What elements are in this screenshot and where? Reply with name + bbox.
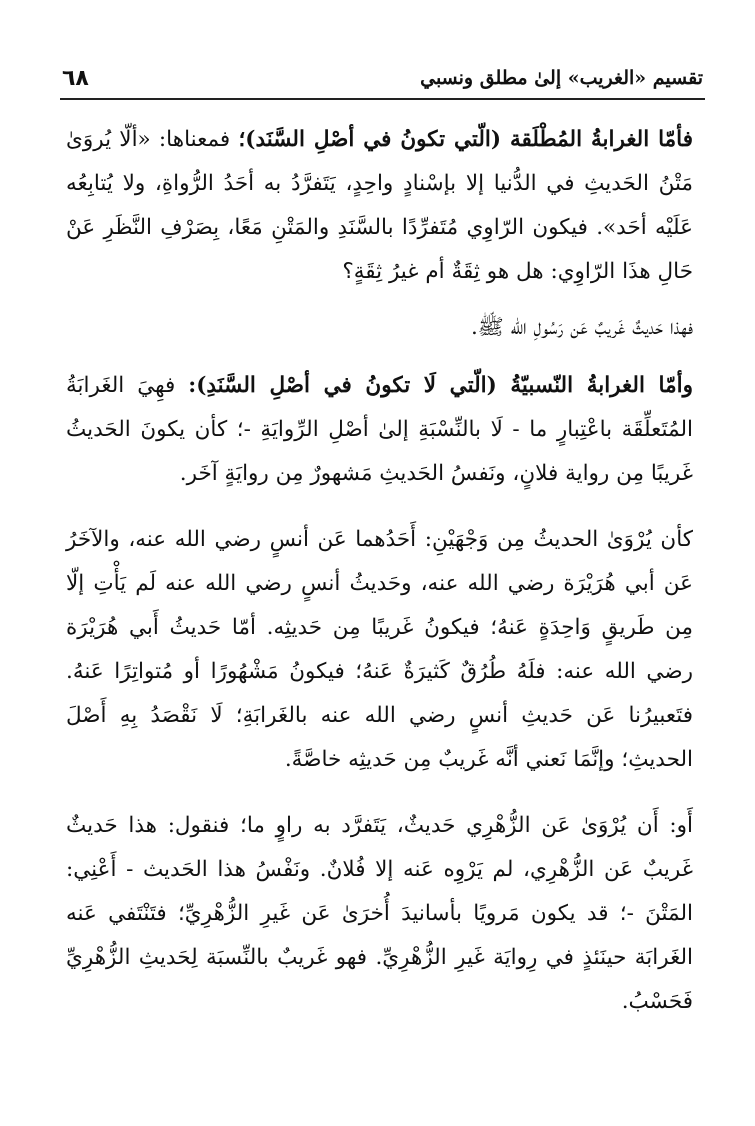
paragraph-example-anas	[66, 518, 693, 782]
paragraph-body: فهِيَ الغَرابَةُ المُتَعلِّقَة باعْتِبارٍ ما - لَا بالنِّسْبَةِ إلىٰ أصْلِ الرِّوايَةِ -؛ كأن يكونَ الحَديثُ غَريبًا مِن رواية فلانٍ، ونَفسُ الحَديثِ مَشهورٌ مِن روايَةٍ آخَر.	[66, 373, 693, 486]
paragraph-body: فهذا حَديثٌ غَريبٌ عَن رَسُولِ اللّه ﷺ.	[470, 315, 693, 340]
paragraph-heading: وأمّا الغرابةُ النّسبيّةُ (الّتي لَا تكونُ في أصْلِ السَّنَدِ):	[188, 373, 693, 398]
paragraph-body: فمعناها: «ألّا يُروَىٰ مَتْنُ الحَديثِ في الدُّنيا إلا بإسْنادٍ واحِدٍ، يَتَفرَّدُ به أحَدُ الرُّواةِ، ولا يُتابِعُه عَلَيْه أحَد». فيكون الرّاوِي مُتَفرِّدًا بالسَّنَدِ والمَتْنِ مَعًا، بِصَرْفِ النَّظَرِ عَنْ حَالِ هذَا الرّاوِي: هل هو ثِقَةٌ أم غيرُ ثِقَةٍ؟	[66, 127, 693, 284]
header-title: تقسيم «الغريب» إلىٰ مطلق ونسبي	[420, 67, 703, 89]
header-divider	[60, 98, 705, 100]
paragraph-relative-gharaba	[66, 364, 693, 496]
running-header	[62, 58, 703, 98]
paragraph-body: كأن يُرْوَىٰ الحديثُ مِن وَجْهَيْنِ: أَحَدُهما عَن أنسٍ رضي الله عنه، والآخَرُ عَن أبي هُرَيْرَة رضي الله عنه، وحَديثُ أنسٍ رضي الله عنه لَم يَأْتِ إلّا مِن طَريقٍ وَاحِدَةٍ عَنهُ؛ فيكونُ غَريبًا مِن حَديثِه. أمّا حَديثُ أَبي هُرَيْرَة رضي الله عنه: فلَهُ طُرُقٌ كَثيرَةٌ عَنهُ؛ فيكونُ مَشْهُورًا أو مُتواتِرًا عَنهُ. فتَعبيرُنا عَن حَديثِ أنسٍ رضي الله عنه بالغَرابَةِ؛ لَا نَقْصَدُ بِهِ أَصْلَ الحديثِ؛ وإنَّمَا نَعني أنَّه غَريبٌ مِن حَديثِه خاصَّةً.	[66, 527, 693, 772]
paragraph-absolute-gharaba	[66, 118, 693, 294]
paragraph-example-zuhri	[66, 804, 693, 1024]
page-number: ٦٨	[62, 65, 89, 91]
paragraph-body: أَو: أَن يُرْوَىٰ عَن الزُّهْرِي حَديثٌ، يَتَفرَّد به راوٍ ما؛ فنقول: هذا حَديثٌ غَريبٌ عَن الزُّهْرِي، لم يَرْوِه عَنه إلا فُلانٌ. ونَفْسُ هذا الحَديث - أَعْنِي: المَتْنَ -؛ قد يكون مَرويًا بأسانيدَ أُخرَىٰ عَن غَيرِ الزُّهْرِيِّ؛ فتَنْتَفي عَنه الغَرابَة حينَئذٍ في رِوايَة غَيرِ الزُّهْرِيِّ. فهو غَريبٌ بالنِّسبَة لِحَديثِ الزُّهْرِيِّ فَحَسْبُ.	[66, 813, 694, 1014]
body-text	[66, 118, 693, 1024]
paragraph-conclusion	[66, 306, 693, 350]
paragraph-heading: فأمّا الغرابةُ المُطْلَقة (الّتي تكونُ في أصْلِ السَّنَد)؛	[238, 127, 694, 152]
